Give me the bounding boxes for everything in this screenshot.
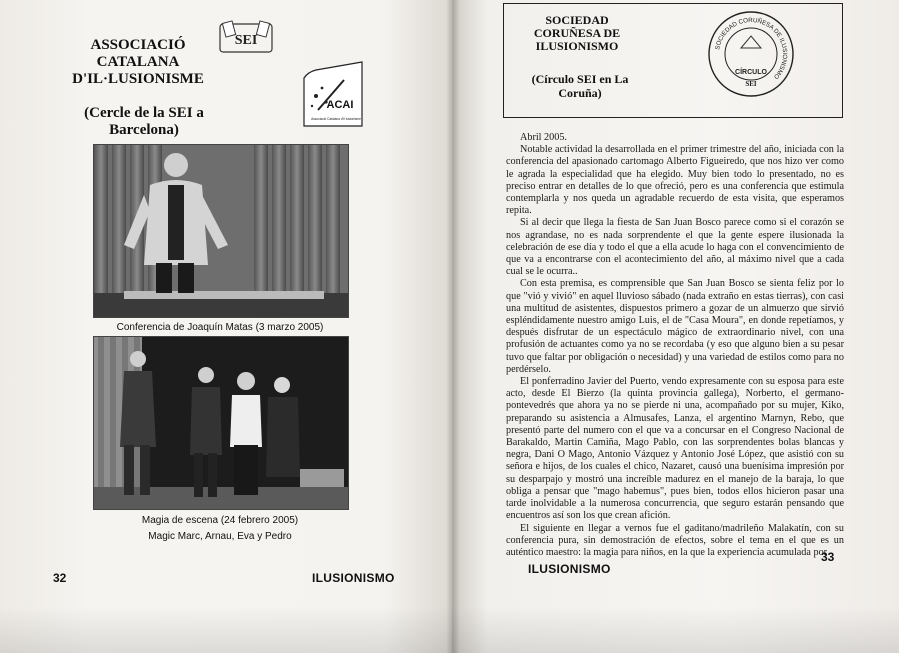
right-header-title: SOCIEDAD CORUÑESA DE ILUSIONISMO xyxy=(533,13,621,53)
acai-logo-text: ACAI xyxy=(326,99,354,111)
photo-conference-image xyxy=(94,145,348,317)
acai-logo xyxy=(300,58,366,130)
right-footer-title: ILUSIONISMO xyxy=(528,562,611,576)
acai-logo-subtext: Associació Catalana d'Il·lusionisme xyxy=(311,117,361,121)
left-page-number: 32 xyxy=(53,571,67,585)
seal-bottom-text: SEI xyxy=(745,80,757,88)
book-gutter xyxy=(446,0,460,653)
left-footer-title: ILUSIONISMO xyxy=(312,571,395,585)
photo-stage-magic xyxy=(93,336,349,510)
sei-logo xyxy=(218,20,274,56)
caption-photo-stage-line1: Magia de escena (24 febrero 2005) xyxy=(141,515,299,526)
caption-photo-conference: Conferencia de Joaquín Matas (3 marzo 2005) xyxy=(116,322,324,333)
photo-conference xyxy=(93,144,349,318)
article-date-line: Abril 2005. xyxy=(520,132,567,143)
article-paragraph-4: El ponferradino Javier del Puerto, vendo expresamente con su esposa para este acto, desde El Bierzo (la quinta provincia gallega), Norberto, el germano-pontevedrés que ahora ya no se pierde ni una, acompañado por su mujer, Kiko, preparando su asistencia a Almusafes, Lanza, el argentino Marnyn, Rebo, que presentó parte del numero con el que va a concursar en el Congreso Nacional de Barakaldo, Martin Camiña, Mago Pablo, con las sorprendentes bolas blancas y negra, Dani O Mago, Antonio Vázquez y Antonio José López, que asistió con su señora e hijos, de los cuales el chico, Nazaret, causó una buenísima impresión por su desparpajo y mostró una increíble madurez en el manejo de la baraja, lo que obliga a pensar que "mago habemus", pues bien, todos ellos hicieron pasar una tarde inolvidable a la numerosa concurrencia, que seguro estarán pensando que encuentros así son los que crean afición. xyxy=(506,376,844,522)
article-paragraph-1: Notable actividad la desarrollada en el primer trimestre del año, iniciada con la conferencia del apasionado cartomago Alberto Figueiredo, que nos hizo ver como le agrada la especialidad que ha elegido. Muy bien todo lo presentado, no es preciso entrar en detalles de lo que ofreció, pero es una conferencia que estimula contemplarla y nos queda un agradable recuerdo de esta visita, que esperamos repita. xyxy=(506,144,844,217)
right-header-subtitle: (Círculo SEI en La Coruña) xyxy=(531,72,629,100)
article-paragraph-3: Con esta premisa, es comprensible que San Juan Bosco se sienta feliz por lo que "vió y vivió" en aquel lluvioso sábado (nada extraño en estas tierras), con casi una multitud de asistentes, dispuestos primero a gozar de un almuerzo que sirvió espléndidamente nuestro amigo Luis, el de "Casa Moura", en donde repetíamos, y después disfrutar de un espectáculo mágico de extraordinario nivel, con una profusión de actuantes como ya no se recordaba (y eso que alguno bien a su pesar tuvo que faltar por obligación o necesidad) y una variedad de estilos como para no perdérselo. xyxy=(506,278,844,375)
seal-center-text: CÍRCULO xyxy=(735,69,767,76)
article-body xyxy=(506,132,844,559)
photo-stage-magic-image xyxy=(94,337,348,509)
left-header-title: ASSOCIACIÓ CATALANA D'IL·LUSIONISME xyxy=(72,37,204,87)
article-paragraph-5: El siguiente en llegar a vernos fue el gaditano/madrileño Malakatín, con su conferencia pura, sin demostración de efectos, sobre el tema en el que es un auténtico maestro: la magia para niños, en la que la experiencia acumulada por xyxy=(506,522,844,558)
sei-logo-text: SEI xyxy=(234,33,258,48)
sociedad-seal xyxy=(707,10,795,98)
right-page-number: 33 xyxy=(821,550,835,564)
article-paragraph-2: Si al decir que llega la fiesta de San Juan Bosco parece como si el corazón se nos agrandase, no es nada sorprendente el que la gente espere ilusionada la celebración de ese día y todo el que a ella acude lo haga con el convencimiento de que va a encontrarse con el acontecimiento del año, al máximo nivel que a cada cual se le ocurra.. xyxy=(506,217,844,278)
bottom-shadow xyxy=(0,606,899,653)
left-header-subtitle: (Cercle de la SEI a Barcelona) xyxy=(84,105,204,138)
caption-photo-stage-line2: Magic Marc, Arnau, Eva y Pedro xyxy=(148,531,292,542)
seal-ring-text: SOCIEDAD CORUÑESA DE ILUSIONISMO xyxy=(714,16,789,81)
